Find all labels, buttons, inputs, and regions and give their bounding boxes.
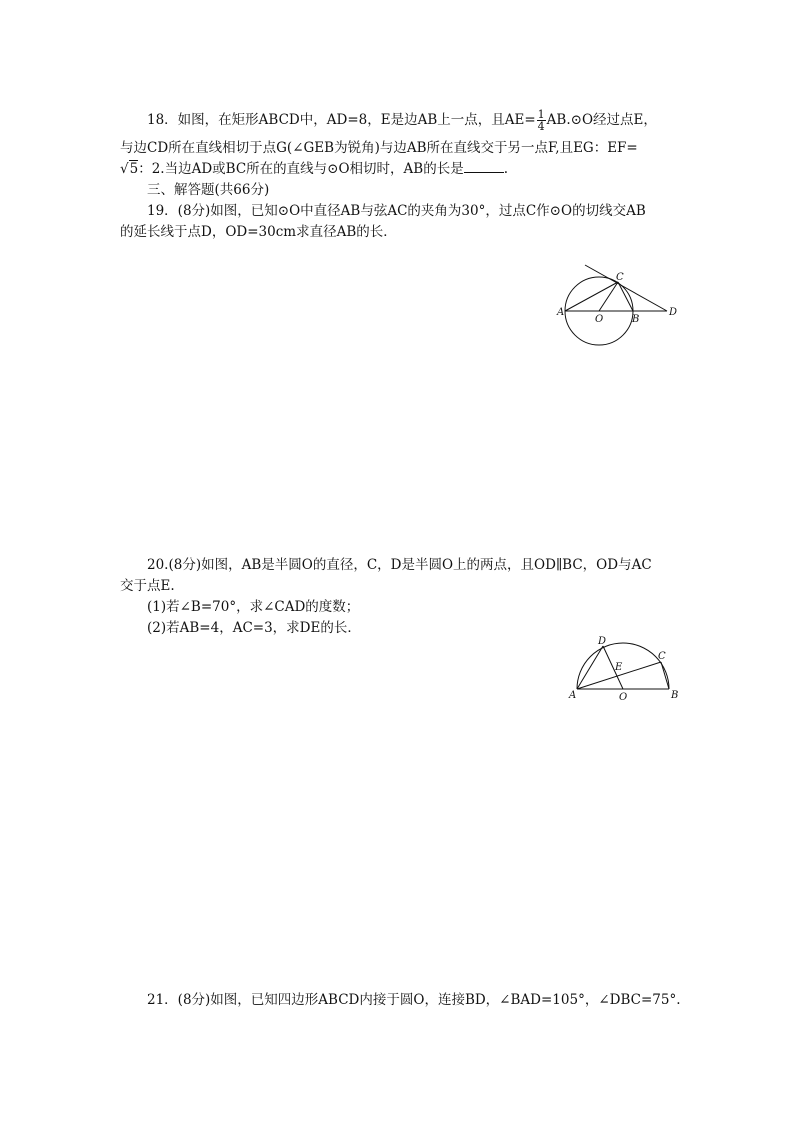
answer-blank [464,160,504,173]
q20-line-1: 20.(8分)如图，AB是半圆O的直径，C，D是半圆O上的两点，且OD∥BC，OD与AC [147,557,652,573]
q18-line-3 [120,160,508,178]
q20-part-1: (1)若∠B=70°，求∠CAD的度数； [147,599,360,615]
q18-end: . [503,161,509,177]
q19-line-1: 19．(8分)如图，已知⊙O中直径AB与弦AC的夹角为30°，过点C作⊙O的切线交AB [147,203,646,219]
q19-label-d: D [669,307,678,318]
q19-figure [550,260,690,350]
q18-frac-num: 1 [537,108,545,121]
q20-label-o: O [619,692,628,703]
q20-part-2: (2)若AB=4，AC=3，求DE的长． [147,620,361,636]
q20-label-d: D [598,636,607,647]
q21-line-1: 21．(8分)如图，已知四边形ABCD内接于圆O，连接BD，∠BAD=105°，∠DBC=75°. [147,992,681,1008]
q20-label-e: E [615,662,623,673]
q20-line-2: 交于点E. [120,578,175,594]
q18-text-b: AB.⊙O经过点E， [546,112,657,128]
section-heading: 三、解答题(共66分) [147,182,270,198]
q18-text-a: 18．如图，在矩形ABCD中，AD=8，E是边AB上一点，且AE= [147,112,536,128]
q19-chord-ac [565,282,618,311]
q19-label-b: B [632,314,640,325]
q18-fraction [537,109,546,132]
q18-frac-den: 4 [537,120,545,133]
q19-chord-bc [618,282,633,311]
sqrt-symbol: √ [120,161,129,177]
q20-chord-bc [661,662,669,689]
q20-figure [565,632,685,704]
q19-tangent [585,265,667,311]
q18-line-2: 与边CD所在直线相切于点G(∠GEB为锐角)与边AB所在直线交于另一点F,且EG：EF= [120,140,638,156]
q19-line-2: 的延长线于点D，OD=30cm求直径AB的长． [120,224,397,240]
q19-label-o: O [595,314,604,325]
q19-label-c: C [616,272,624,283]
q19-label-a: A [557,307,565,318]
q18-line-1 [147,109,657,132]
q20-label-a: A [569,690,577,701]
q20-label-b: B [671,690,679,701]
q20-chord-ad [577,646,603,689]
q18-text-c: ：2.当边AD或BC所在的直线与⊙O相切时，AB的长是 [138,161,464,177]
sqrt-radicand: 5 [129,161,139,177]
q20-label-c: C [658,651,666,662]
q19-radius-oc [599,282,618,311]
